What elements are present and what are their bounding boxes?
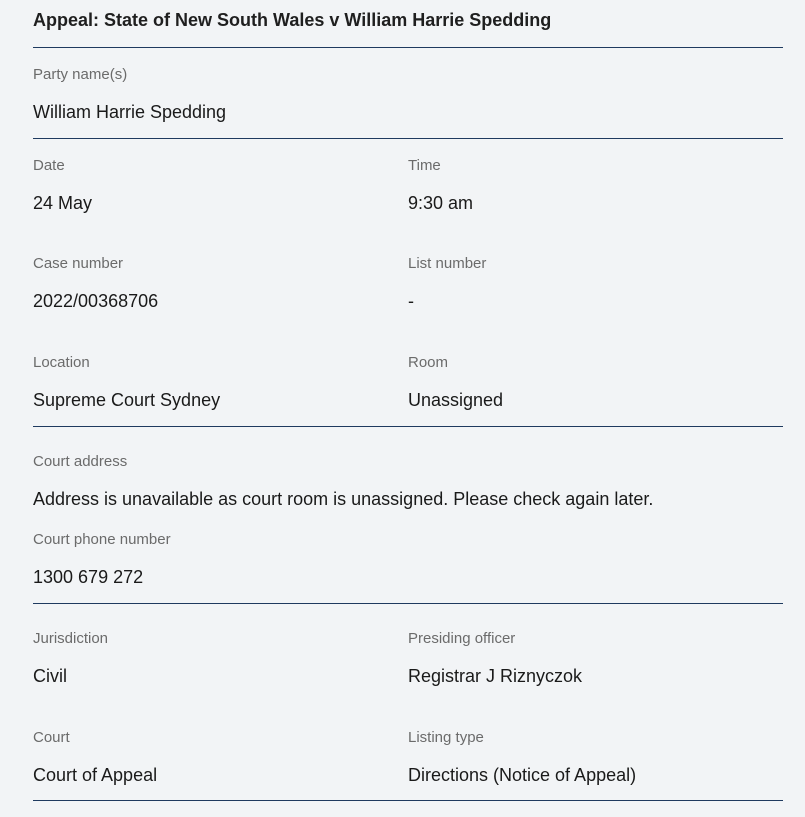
- party-value: William Harrie Spedding: [33, 102, 227, 122]
- court-phone-label: Court phone number: [33, 531, 171, 548]
- divider: [33, 603, 783, 604]
- list-number-value: -: [408, 291, 414, 311]
- time-value: 9:30 am: [408, 193, 474, 213]
- court-value: Court of Appeal: [33, 765, 158, 785]
- time-label: Time: [408, 157, 441, 174]
- case-number-value: 2022/00368706: [33, 291, 159, 311]
- jurisdiction-value: Civil: [33, 666, 67, 686]
- case-number-label: Case number: [33, 255, 124, 272]
- court-address-value: Address is unavailable as court room is unassigned. Please check again later.: [33, 489, 654, 509]
- presiding-officer-label: Presiding officer: [408, 630, 516, 647]
- court-phone-value: 1300 679 272: [33, 567, 144, 587]
- divider: [33, 138, 783, 139]
- jurisdiction-label: Jurisdiction: [33, 630, 109, 647]
- court-address-label: Court address: [33, 453, 128, 470]
- room-value: Unassigned: [408, 390, 504, 410]
- location-label: Location: [33, 354, 90, 371]
- listing-details-card: [33, 0, 783, 817]
- date-label: Date: [33, 157, 65, 174]
- date-value: 24 May: [33, 193, 93, 213]
- listing-title: Appeal: State of New South Wales v William Harrie Spedding: [33, 10, 552, 30]
- presiding-officer-value: Registrar J Riznyczok: [408, 666, 583, 686]
- divider: [33, 800, 783, 801]
- party-label: Party name(s): [33, 66, 128, 83]
- divider: [33, 47, 783, 48]
- location-value: Supreme Court Sydney: [33, 390, 221, 410]
- room-label: Room: [408, 354, 449, 371]
- divider: [33, 426, 783, 427]
- listing-type-value: Directions (Notice of Appeal): [408, 765, 637, 785]
- court-label: Court: [33, 729, 70, 746]
- list-number-label: List number: [408, 255, 487, 272]
- listing-type-label: Listing type: [408, 729, 484, 746]
